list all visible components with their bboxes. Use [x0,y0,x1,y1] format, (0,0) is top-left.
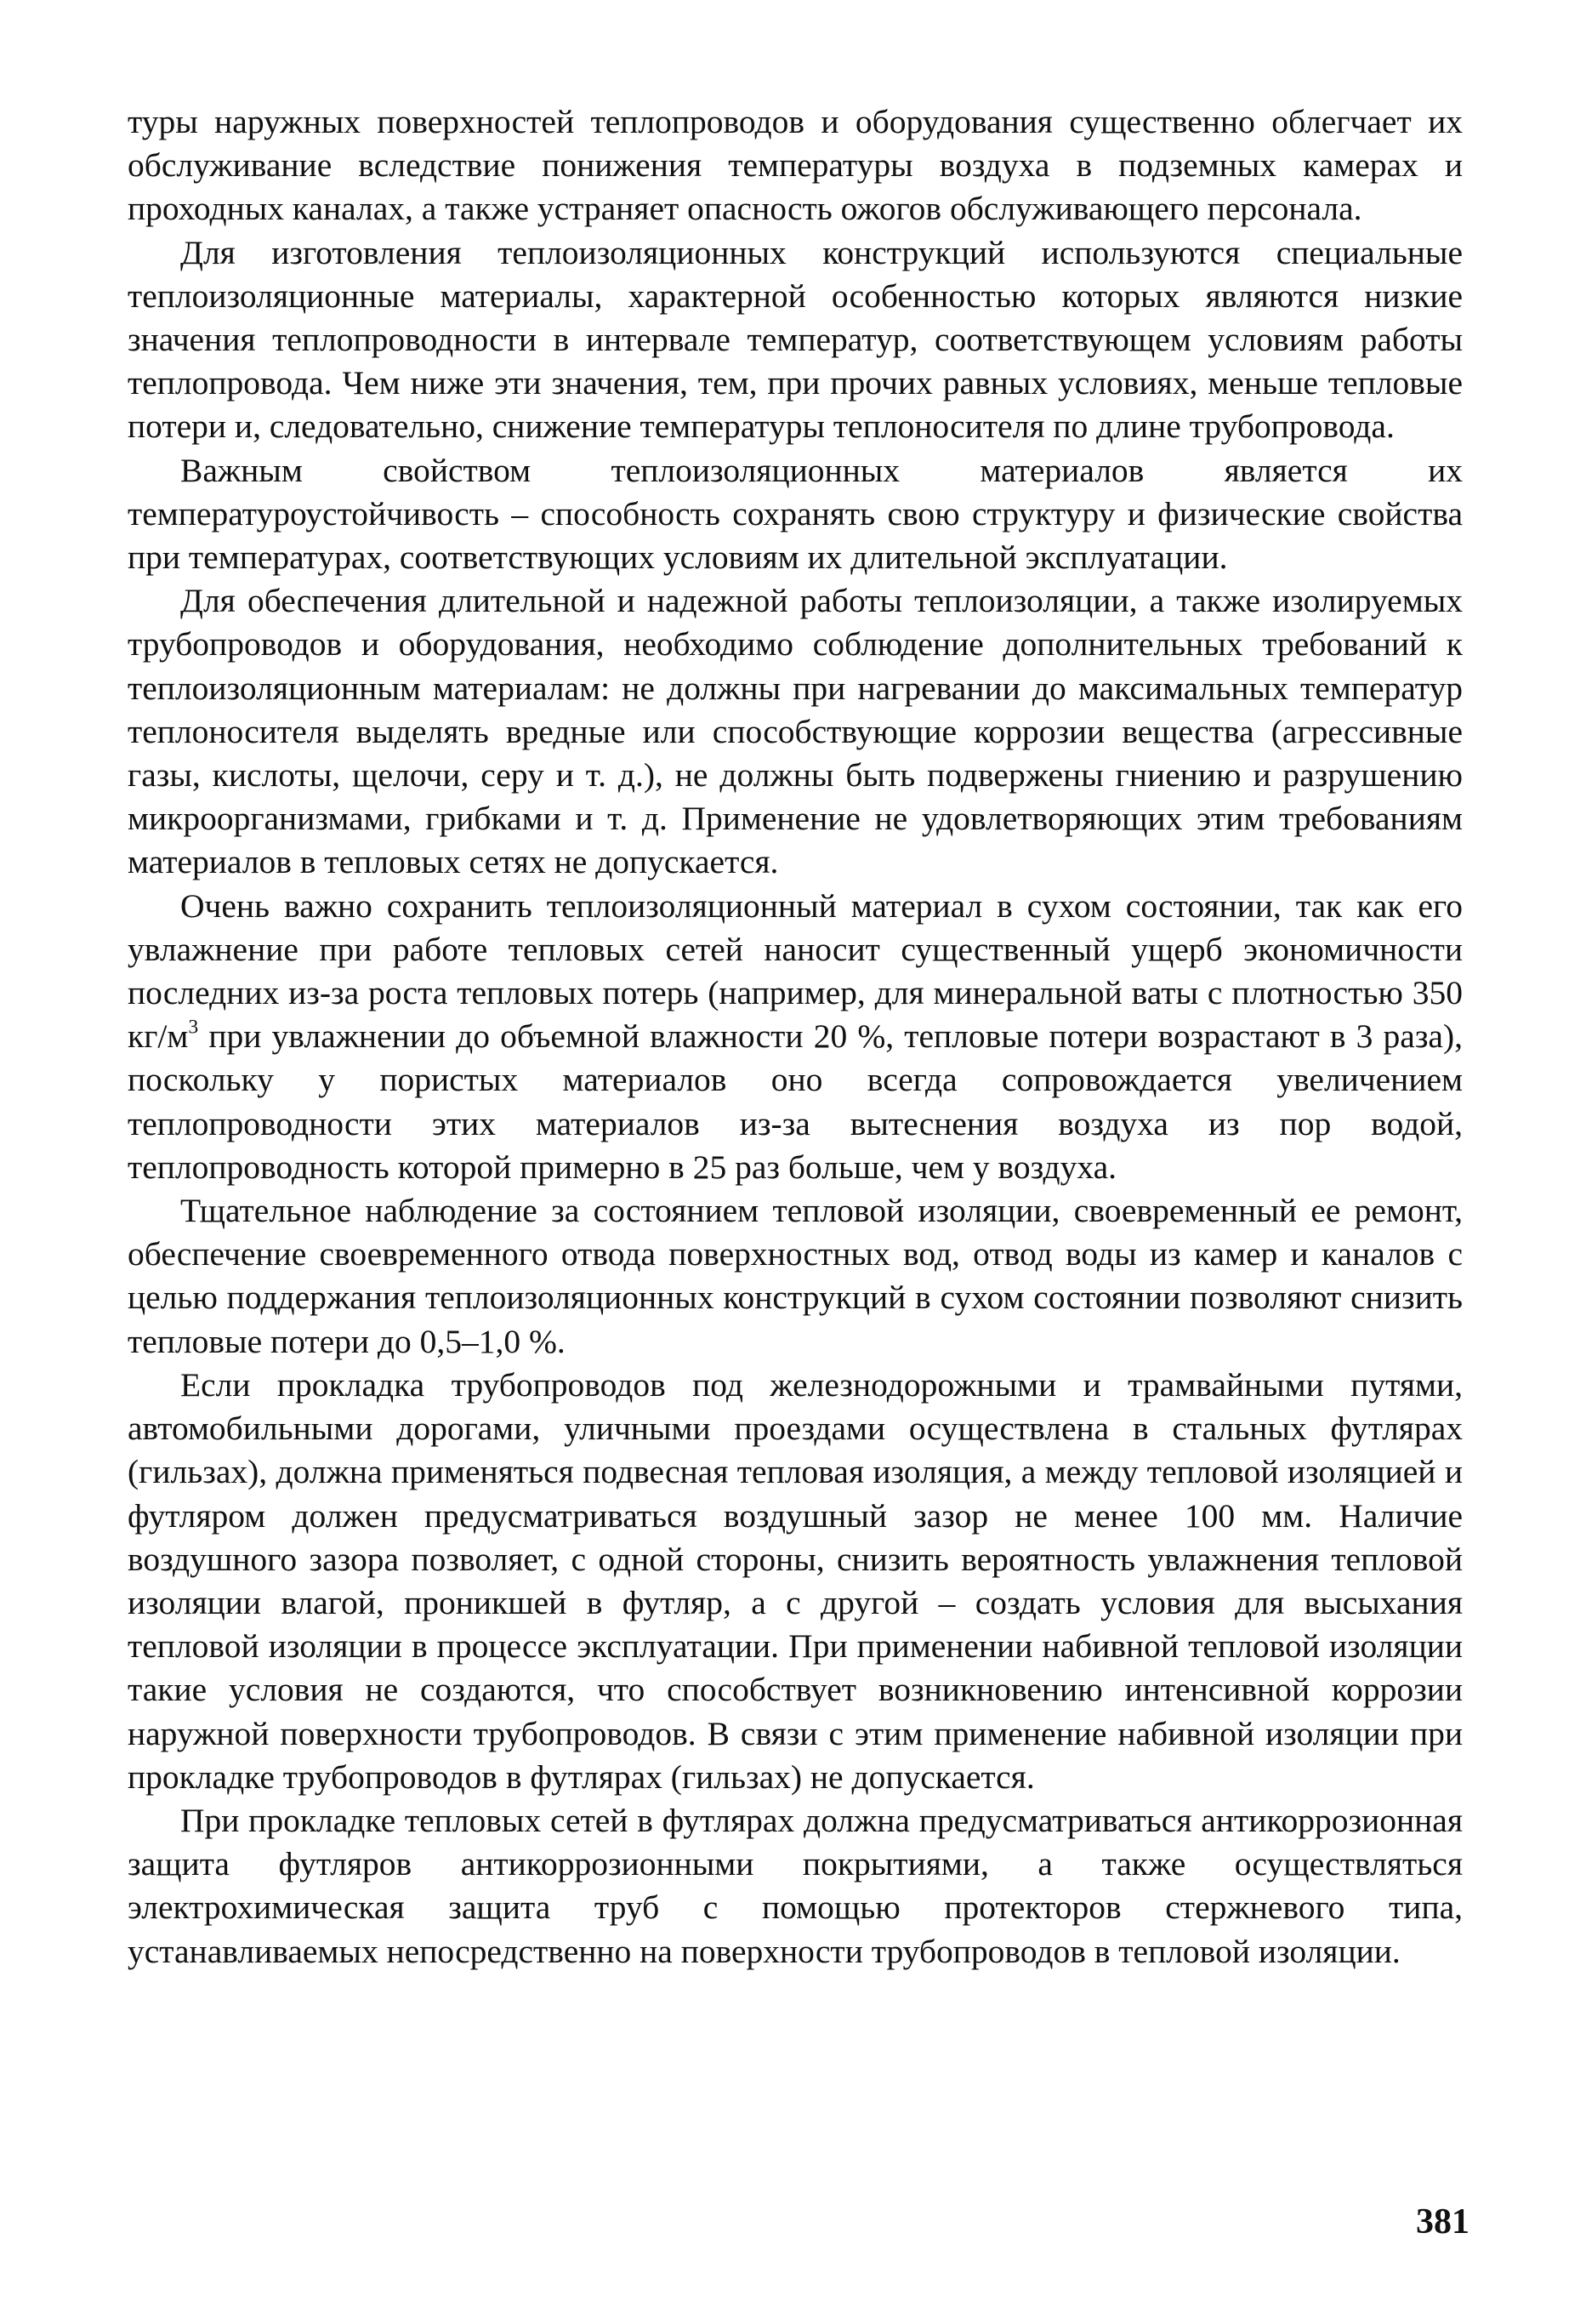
paragraph-casings: Если прокладка трубопроводов под железнодорожными и трамвайными путями, автомобильными дорогами, уличными проездами осуществлена в стальных футлярах (гильзах), должна применяться подвесная тепловая изоляция, а между тепловой изоляцией и футляром должен предусматриваться воздушный зазор не менее 100 мм. Наличие воздушного зазора позволяет, с одной стороны, снизить вероятность увлажнения тепловой изоляции влагой, проникшей в футляр, а с другой – создать условия для высыхания тепловой изоляции в процессе эксплуатации. При применении набивной тепловой изоляции такие условия не создаются, что способствует возникновению интенсивной коррозии наружной поверхности трубопроводов. В связи с этим применение набивной изоляции при прокладке трубопроводов в футлярах (гильзах) не допускается. [128,1365,1463,1796]
page-body [128,100,1463,1974]
paragraph-temperature-resistance: Важным свойством теплоизоляционных материалов является их температуроустойчивость – способность сохранять свою структуру и физические свойства при температурах, соответствующих условиям их длительной эксплуатации. [128,451,1463,577]
paragraph-dry-state-part-2: при увлажнении до объемной влажности 20 %, тепловые потери возрастают в 3 раза), поскольку у пористых материалов оно всегда сопровождается увеличением теплопроводности этих материалов из-за вытеснения воздуха из пор водой, теплопроводность которой примерно в 25 раз больше, чем у воздуха. [128,1017,1463,1186]
paragraph-inspection: Тщательное наблюдение за состоянием тепловой изоляции, своевременный ее ремонт, обеспечение своевременного отвода поверхностных вод, отвод воды из камер и каналов с целью поддержания теплоизоляционных конструкций в сухом состоянии позволяют снизить тепловые потери до 0,5–1,0 %. [128,1192,1463,1360]
paragraph-dry-state [128,885,1463,1189]
unit-exponent: 3 [188,1016,199,1039]
paragraph-corrosion-protection: При прокладке тепловых сетей в футлярах должна предусматриваться антикоррозионная защита футляров антикоррозионными покрытиями, а также осуществляться электрохимическая защита труб с помощью протекторов стержневого типа, устанавливаемых непосредственно на поверхности трубопроводов в тепловой изоляции. [128,1801,1463,1970]
paragraph-insulation-materials: Для изготовления теплоизоляционных конструкций используются специальные теплоизоляционные материалы, характерной особенностью которых являются низкие значения теплопроводности в интервале температур, соответствующем условиям работы теплопровода. Чем ниже эти значения, тем, при прочих равных условиях, меньше тепловые потери и, следовательно, снижение температуры теплоносителя по длине трубопровода. [128,233,1463,446]
paragraph-dry-state-part-1: Очень важно сохранить теплоизоляционный материал в сухом состоянии, так как его увлажнение при работе тепловых сетей наносит существенный ущерб экономичности последних из-за роста тепловых потерь (например, для минеральной ваты с плотностью 350 кг/м [128,886,1463,1056]
paragraph-additional-requirements: Для обеспечения длительной и надежной работы теплоизоляции, а также изолируемых трубопроводов и оборудования, необходимо соблюдение дополнительных требований к теплоизоляционным материалам: не должны при нагревании до максимальных температур теплоносителя выделять вредные или способствующие коррозии вещества (агрессивные газы, кислоты, щелочи, серу и т. д.), не должны быть подвержены гниению и разрушению микроорганизмами, грибками и т. д. Применение не удовлетворяющих этим требованиям материалов в тепловых сетях не допускается. [128,582,1463,881]
paragraph-continuation: туры наружных поверхностей теплопроводов и оборудования существенно облегчает их обслуживание вследствие понижения температуры воздуха в подземных камерах и проходных каналах, а также устраняет опасность ожогов обслуживающего персонала. [128,103,1463,228]
page-number: 381 [1416,2202,1469,2241]
